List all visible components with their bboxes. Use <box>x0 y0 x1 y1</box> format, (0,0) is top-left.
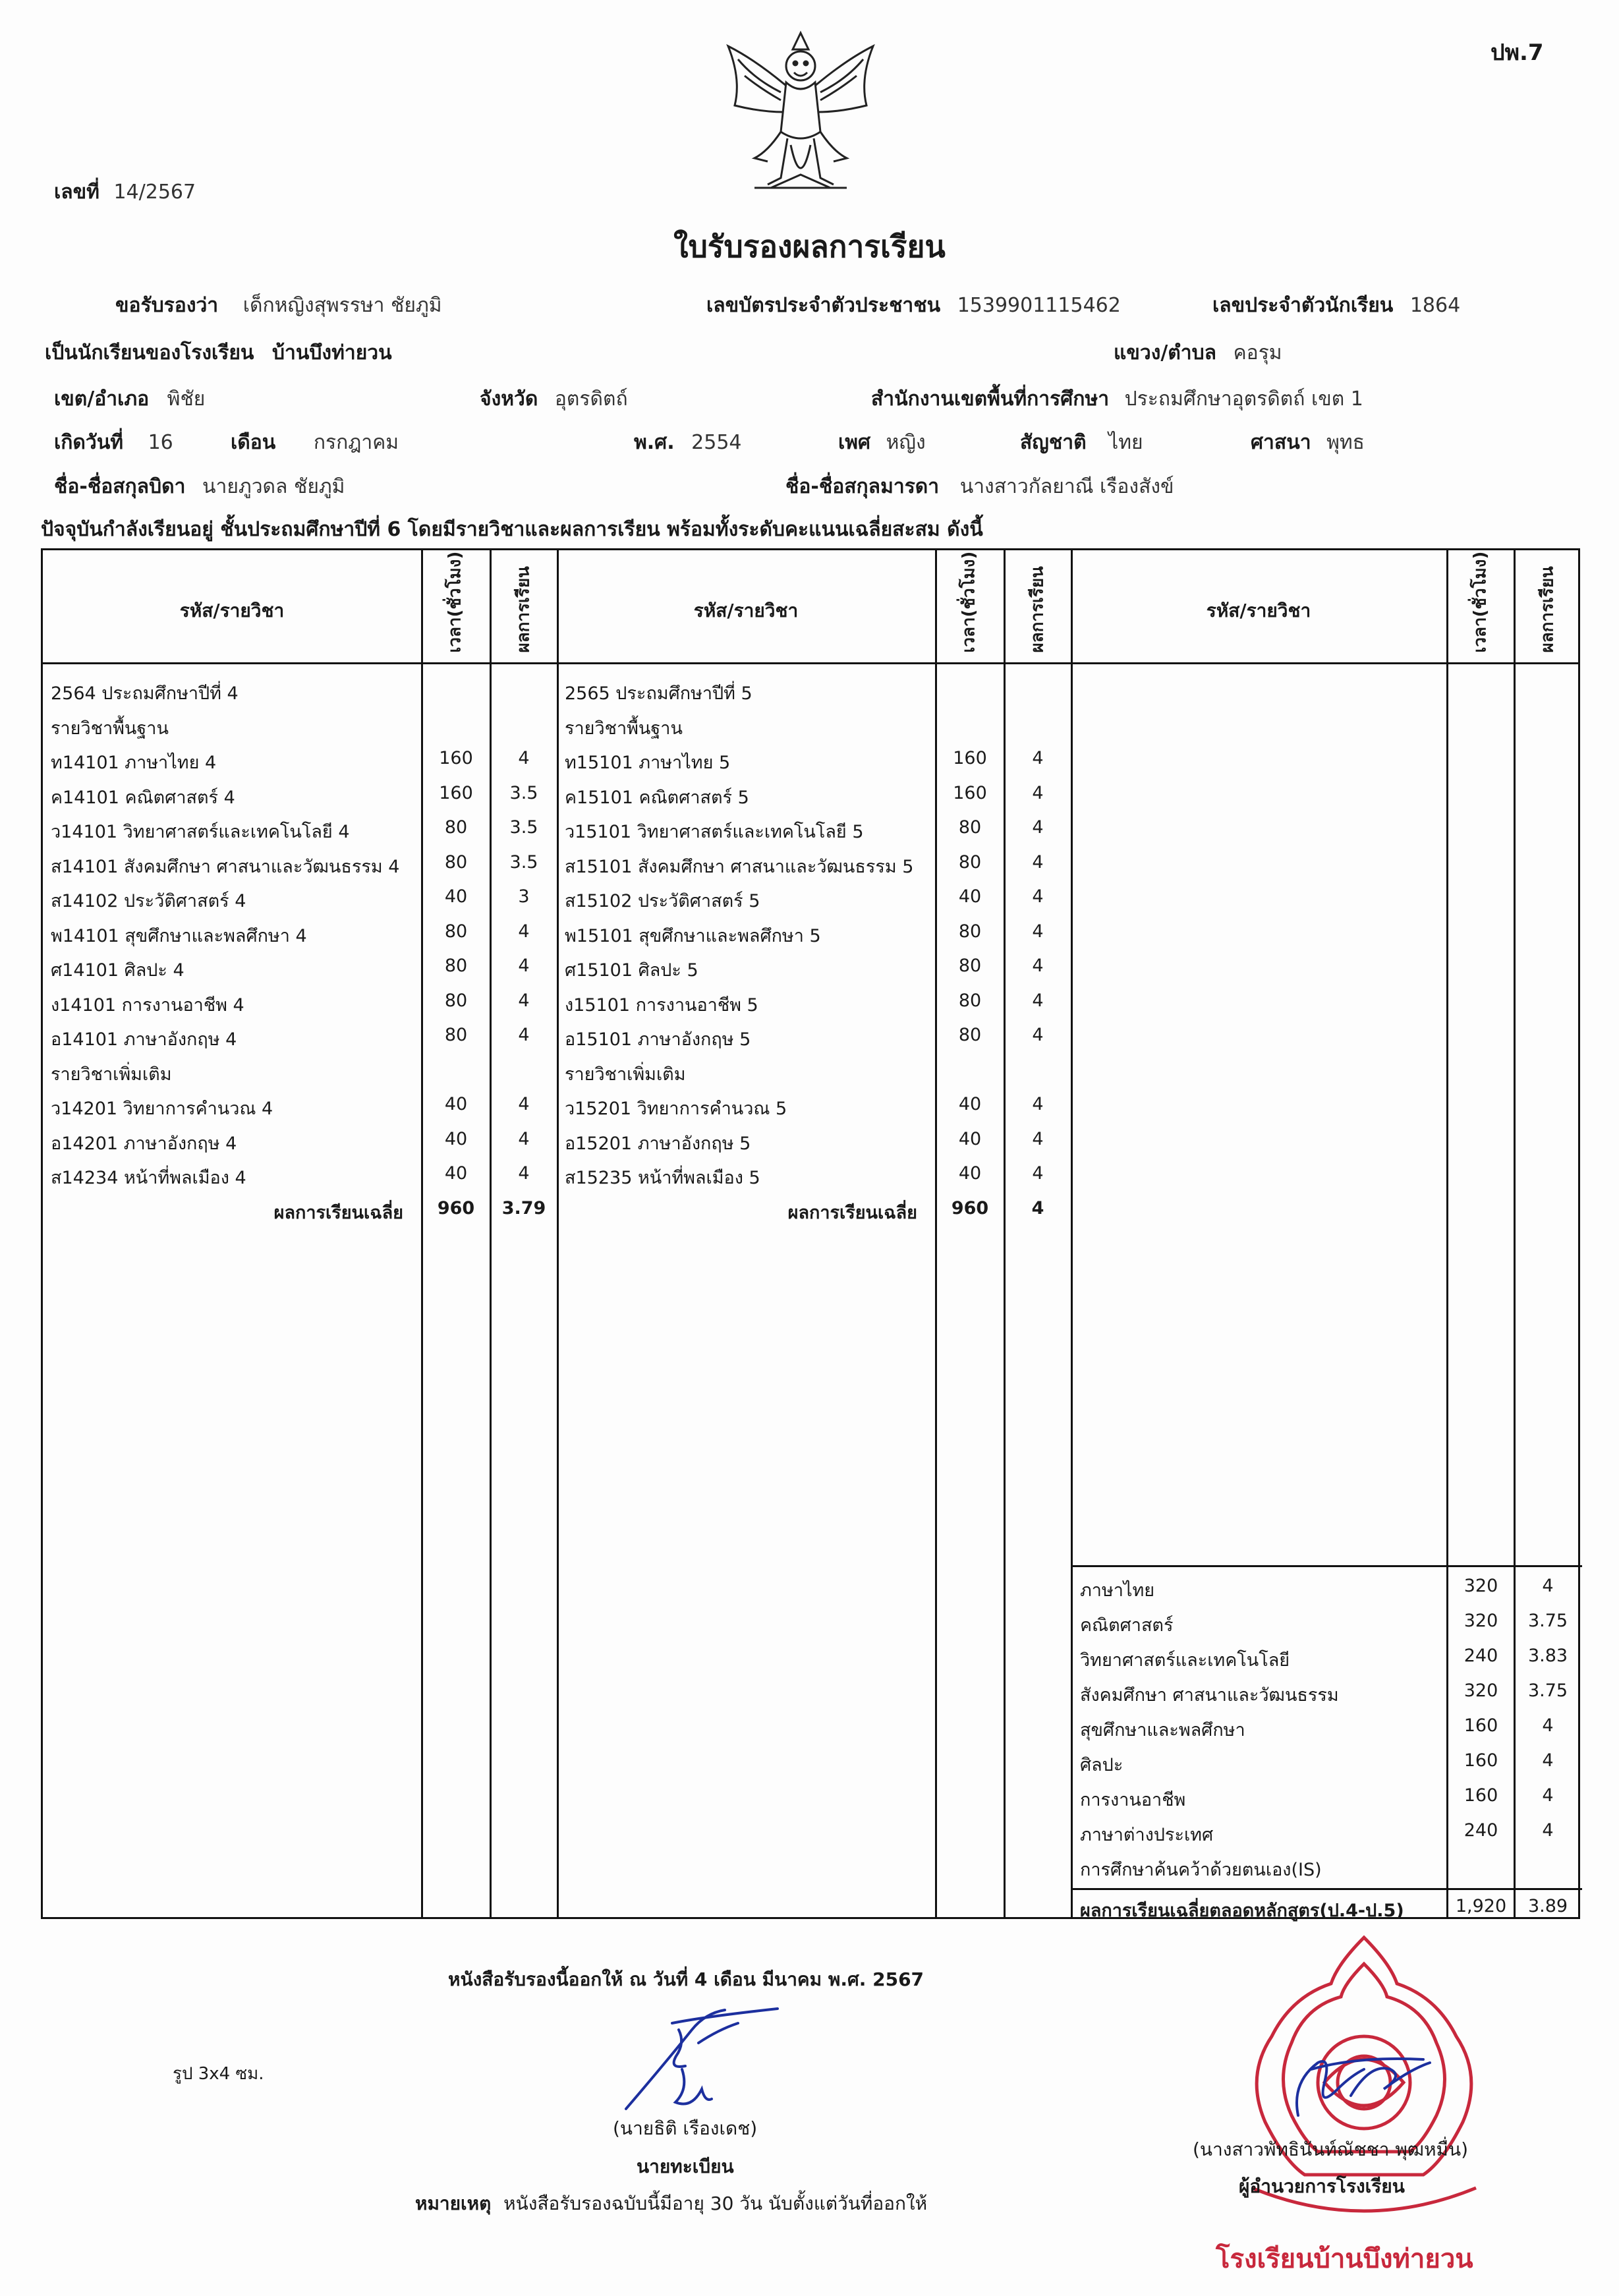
subject-hours: 80 <box>958 817 982 838</box>
subject-grade: 4 <box>518 1025 530 1045</box>
overall-hours: 1,920 <box>1455 1896 1507 1916</box>
subject-hours: 80 <box>958 1025 982 1045</box>
subject-grade: 4 <box>1032 748 1044 768</box>
average-label: ผลการเรียนเฉลี่ย <box>273 1202 403 1223</box>
director-name: (นางสาวพัทธินันท์ณัชชา พุฒหมื่น) <box>1193 2138 1469 2160</box>
year-label: 2564 ประถมศึกษาปีที่ 4 <box>51 683 239 704</box>
header-subject-3: รหัส/รายวิชา <box>1206 600 1311 621</box>
page-title: ใบรับรองผลการเรียน <box>673 229 946 264</box>
subject-hours: 40 <box>444 886 468 907</box>
subject-hours: 160 <box>953 782 987 803</box>
subject-hours: 80 <box>444 990 468 1011</box>
subject-hours: 40 <box>958 1094 982 1114</box>
subject-name: ส14234 หน้าที่พลเมือง 4 <box>51 1168 246 1188</box>
header-subject-2: รหัส/รายวิชา <box>693 600 799 621</box>
summary-grade: 4 <box>1542 1750 1554 1771</box>
subject-grade: 4 <box>518 1128 530 1149</box>
subject-name: อ14101 ภาษาอังกฤษ 4 <box>51 1029 237 1050</box>
subject-grade: 4 <box>1032 990 1044 1011</box>
subject-name: ว15201 วิทยาการคำนวณ 5 <box>565 1099 787 1119</box>
summary-subject: ศิลปะ <box>1080 1755 1123 1775</box>
subject-hours: 80 <box>444 851 468 873</box>
section-label-extra: รายวิชาเพิ่มเติม <box>565 1064 686 1085</box>
issued-statement: หนังสือรับรองนี้ออกให้ ณ วันที่ 4 เดือน มีนาคม พ.ศ. 2567 <box>448 1968 924 1990</box>
subject-hours: 160 <box>439 748 473 768</box>
summary-hours: 160 <box>1463 1750 1498 1771</box>
summary-grade: 4 <box>1542 1715 1554 1736</box>
subject-name: ง14101 การงานอาชีพ 4 <box>51 994 244 1016</box>
header-grade-3: ผลการเรียน <box>1537 566 1558 653</box>
average-hours: 960 <box>951 1197 989 1219</box>
summary-subject: สุขศึกษาและพลศึกษา <box>1080 1720 1245 1740</box>
summary-subject: ภาษาไทย <box>1080 1580 1155 1601</box>
overall-label: ผลการเรียนเฉลี่ยตลอดหลักสูตร(ป.4-ป.5) <box>1080 1901 1404 1921</box>
summary-hours: 320 <box>1463 1680 1498 1701</box>
year-label: 2565 ประถมศึกษาปีที่ 5 <box>565 683 753 704</box>
summary-grade: 4 <box>1542 1820 1554 1841</box>
header-subject-1: รหัส/รายวิชา <box>179 600 285 621</box>
subject-grade: 3.5 <box>509 782 538 803</box>
subject-hours: 40 <box>958 1128 982 1149</box>
mother-line: ชื่อ-ชื่อสกุลมารดา นางสาวกัลยาณี เรืองสังข์ <box>785 475 1174 498</box>
summary-subject: สังคมศึกษา ศาสนาและวัฒนธรรม <box>1080 1685 1339 1706</box>
stamp-text: โรงเรียนบ้านบึงท่ายวน <box>1216 2244 1473 2274</box>
nationality-line: สัญชาติ ไทย <box>1020 431 1143 454</box>
subject-grade: 4 <box>1032 1128 1044 1149</box>
subject-name: อ14201 ภาษาอังกฤษ 4 <box>51 1133 237 1154</box>
student-name: เด็กหญิงสุพรรษา ชัยภูมิ <box>242 294 442 317</box>
subject-hours: 40 <box>958 886 982 907</box>
grades-table <box>41 548 1580 1919</box>
school-line: เป็นนักเรียนของโรงเรียน บ้านบึงท่ายวน <box>45 341 392 364</box>
summary-subject: การศึกษาค้นคว้าด้วยตนเอง(IS) <box>1080 1860 1322 1880</box>
birth-day-line: เกิดวันที่ 16 <box>54 431 173 454</box>
subject-name: ว14201 วิทยาการคำนวณ 4 <box>51 1099 273 1119</box>
summary-subject: คณิตศาสตร์ <box>1080 1615 1174 1636</box>
district-line: เขต/อำเภอ พิชัย <box>54 387 206 411</box>
subject-name: อ15201 ภาษาอังกฤษ 5 <box>565 1133 751 1154</box>
note-line: หมายเหตุ หนังสือรับรองฉบับนี้มีอายุ 30 วัน นับตั้งแต่วันที่ออกให้ <box>415 2193 928 2214</box>
subject-name: ส14102 ประวัติศาสตร์ 4 <box>51 891 246 911</box>
summary-subject: การงานอาชีพ <box>1080 1790 1186 1810</box>
summary-grade: 4 <box>1542 1576 1554 1596</box>
average-grade: 4 <box>1031 1197 1044 1219</box>
header-hours-2: เวลา(ชั่วโมง) <box>959 551 979 653</box>
summary-grade: 4 <box>1542 1785 1554 1806</box>
director-title: ผู้อำนวยการโรงเรียน <box>1239 2175 1405 2197</box>
birth-month-line: เดือน กรกฎาคม <box>231 431 399 454</box>
garuda-emblem-icon <box>715 20 886 198</box>
subject-grade: 4 <box>1032 956 1044 976</box>
certify-line: ขอรับรองว่า เด็กหญิงสุพรรษา ชัยภูมิ <box>115 294 442 317</box>
registrar-signature-icon <box>613 2003 784 2115</box>
average-grade: 3.79 <box>501 1197 546 1219</box>
subject-name: ส15102 ประวัติศาสตร์ 5 <box>565 891 760 911</box>
summary-subject: ภาษาต่างประเทศ <box>1080 1825 1214 1845</box>
registrar-name: (นายธิติ เรืองเดช) <box>613 2117 758 2139</box>
subject-grade: 4 <box>1032 1163 1044 1184</box>
subject-hours: 40 <box>444 1128 468 1149</box>
subject-grade: 3.5 <box>509 817 538 838</box>
subject-hours: 80 <box>958 851 982 873</box>
summary-hours: 240 <box>1463 1820 1498 1841</box>
registrar-title: นายทะเบียน <box>637 2156 734 2177</box>
subject-grade: 4 <box>1032 921 1044 942</box>
subject-hours: 80 <box>444 921 468 942</box>
section-label-basic: รายวิชาพื้นฐาน <box>565 718 683 739</box>
subject-grade: 4 <box>518 1094 530 1114</box>
subject-name: ส15101 สังคมศึกษา ศาสนาและวัฒนธรรม 5 <box>565 856 914 877</box>
religion-line: ศาสนา พุทธ <box>1251 431 1365 454</box>
birth-year-line: พ.ศ. 2554 <box>634 431 742 454</box>
subject-grade: 4 <box>518 956 530 976</box>
subject-grade: 4 <box>1032 1094 1044 1114</box>
subject-grade: 4 <box>1032 1025 1044 1045</box>
average-label: ผลการเรียนเฉลี่ย <box>787 1202 917 1223</box>
subject-grade: 4 <box>1032 817 1044 838</box>
office-line: สำนักงานเขตพื้นที่การศึกษา ประถมศึกษาอุตรดิตถ์ เขต 1 <box>871 387 1363 411</box>
form-code: ปพ.7 <box>1491 40 1544 66</box>
student-id-line: เลขประจำตัวนักเรียน 1864 <box>1212 294 1461 317</box>
subdistrict-line: แขวง/ตำบล คอรุม <box>1114 341 1282 364</box>
subject-hours: 80 <box>958 990 982 1011</box>
summary-hours: 240 <box>1463 1646 1498 1666</box>
summary-grade: 3.75 <box>1527 1680 1568 1701</box>
id-card-line: เลขบัตรประจำตัวประชาชน 1539901115462 <box>706 294 1121 317</box>
subject-name: ส15235 หน้าที่พลเมือง 5 <box>565 1168 760 1188</box>
subject-hours: 80 <box>444 1025 468 1045</box>
photo-placeholder-label: รูป 3x4 ซม. <box>173 2064 264 2084</box>
subject-hours: 40 <box>958 1163 982 1184</box>
subject-hours: 40 <box>444 1163 468 1184</box>
subject-grade: 3 <box>518 886 530 907</box>
subject-grade: 4 <box>1032 782 1044 803</box>
subject-hours: 80 <box>958 956 982 976</box>
overall-grade: 3.89 <box>1527 1896 1568 1916</box>
section-label-extra: รายวิชาเพิ่มเติม <box>51 1064 172 1085</box>
summary-hours: 320 <box>1463 1611 1498 1631</box>
subject-hours: 40 <box>444 1094 468 1114</box>
subject-hours: 80 <box>444 817 468 838</box>
subject-name: ว14101 วิทยาศาสตร์และเทคโนโลยี 4 <box>51 822 350 842</box>
subject-grade: 4 <box>1032 886 1044 907</box>
subject-name: ส14101 สังคมศึกษา ศาสนาและวัฒนธรรม 4 <box>51 856 400 877</box>
summary-subject: วิทยาศาสตร์และเทคโนโลยี <box>1080 1650 1290 1671</box>
subject-hours: 80 <box>444 956 468 976</box>
sex-line: เพศ หญิง <box>838 431 926 454</box>
doc-number: เลขที่ 14/2567 <box>54 181 196 204</box>
subject-name: พ15101 สุขศึกษาและพลศึกษา 5 <box>565 925 821 946</box>
subject-name: ศ15101 ศิลปะ 5 <box>565 960 698 981</box>
subject-name: ค15101 คณิตศาสตร์ 5 <box>565 787 749 808</box>
province-line: จังหวัด อุตรดิตถ์ <box>480 387 628 411</box>
subject-grade: 4 <box>1032 851 1044 873</box>
subject-grade: 4 <box>518 748 530 768</box>
summary-grade: 3.83 <box>1527 1646 1568 1666</box>
average-hours: 960 <box>437 1197 475 1219</box>
header-hours-1: เวลา(ชั่วโมง) <box>445 551 465 653</box>
director-signature-icon <box>1278 2043 1436 2129</box>
subject-hours: 160 <box>953 748 987 768</box>
subject-name: ว15101 วิทยาศาสตร์และเทคโนโลยี 5 <box>565 822 864 842</box>
subject-name: ค14101 คณิตศาสตร์ 4 <box>51 787 235 808</box>
subject-name: ท14101 ภาษาไทย 4 <box>51 753 217 773</box>
subject-name: ง15101 การงานอาชีพ 5 <box>565 994 758 1016</box>
subject-name: อ15101 ภาษาอังกฤษ 5 <box>565 1029 751 1050</box>
subject-name: ศ14101 ศิลปะ 4 <box>51 960 185 981</box>
subject-hours: 160 <box>439 782 473 803</box>
section-label-basic: รายวิชาพื้นฐาน <box>51 718 169 739</box>
father-line: ชื่อ-ชื่อสกุลบิดา นายภูวดล ชัยภูมิ <box>54 475 345 498</box>
summary-hours: 320 <box>1463 1576 1498 1596</box>
subject-hours: 80 <box>958 921 982 942</box>
subject-grade: 4 <box>518 1163 530 1184</box>
header-grade-2: ผลการเรียน <box>1027 566 1048 653</box>
summary-grade: 3.75 <box>1527 1611 1568 1631</box>
subject-name: พ14101 สุขศึกษาและพลศึกษา 4 <box>51 925 307 946</box>
summary-hours: 160 <box>1463 1715 1498 1736</box>
summary-hours: 160 <box>1463 1785 1498 1806</box>
subject-grade: 4 <box>518 990 530 1011</box>
header-grade-1: ผลการเรียน <box>513 566 534 653</box>
subject-grade: 3.5 <box>509 851 538 873</box>
subject-grade: 4 <box>518 921 530 942</box>
header-hours-3: เวลา(ชั่วโมง) <box>1470 551 1491 653</box>
subject-name: ท15101 ภาษาไทย 5 <box>565 753 731 773</box>
current-statement: ปัจจุบันกำลังเรียนอยู่ ชั้นประถมศึกษาปีที่ 6 โดยมีรายวิชาและผลการเรียน พร้อมทั้งระดับคะแนนเฉลี่ยสะสม ดังนี้ <box>41 518 983 541</box>
